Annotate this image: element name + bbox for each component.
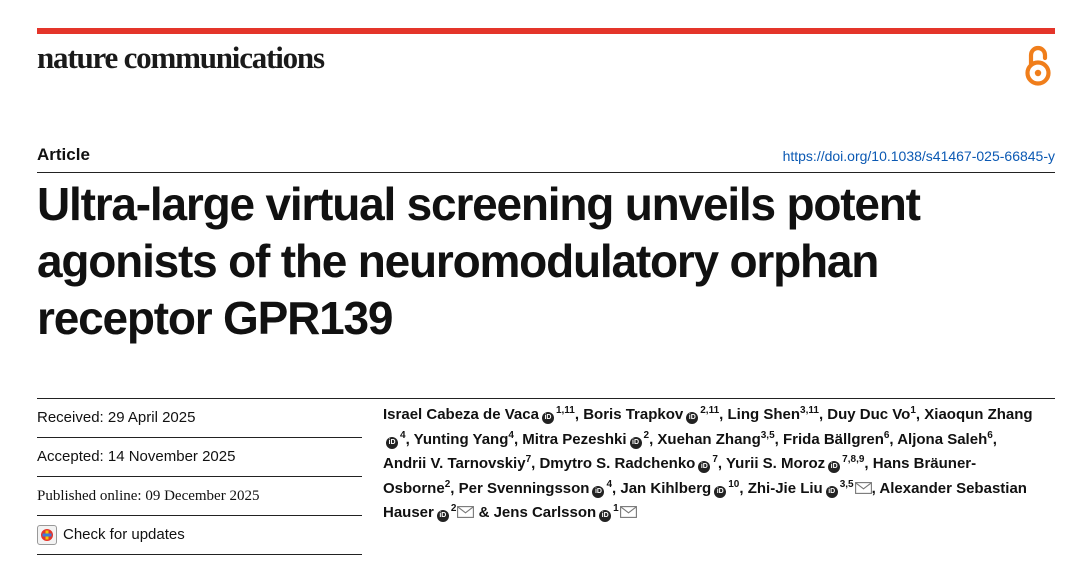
divider bbox=[37, 172, 1055, 173]
author-name[interactable]: Mitra Pezeshki bbox=[522, 430, 627, 448]
author-affiliation: 2,11 bbox=[700, 405, 720, 416]
author-name[interactable]: Hans Bräuner-Osborne bbox=[383, 455, 977, 497]
author-affiliation: 6 bbox=[987, 429, 993, 441]
author-name[interactable]: Jens Carlsson bbox=[493, 504, 597, 521]
author-name[interactable]: Alexander Sebastian Hauser bbox=[383, 479, 1027, 521]
article-type-label: Article bbox=[37, 145, 90, 164]
author-name[interactable]: Per Svenningsson bbox=[458, 479, 590, 497]
author-name[interactable]: Frida Bällgren bbox=[783, 430, 884, 448]
author-affiliation: 3,5 bbox=[760, 429, 775, 441]
author-affiliation: 4 bbox=[400, 429, 406, 441]
envelope-icon[interactable] bbox=[620, 506, 637, 518]
author-affiliation: 2 bbox=[643, 429, 650, 441]
check-for-updates-label: Check for updates bbox=[63, 526, 185, 543]
check-for-updates-button[interactable] bbox=[37, 516, 362, 555]
author-affiliation: 4 bbox=[606, 478, 613, 490]
article-dates bbox=[37, 399, 362, 555]
orcid-icon[interactable]: iD bbox=[698, 461, 710, 473]
author-name[interactable]: Aljona Saleh bbox=[897, 430, 988, 448]
author-affiliation: 10 bbox=[728, 478, 740, 490]
orcid-icon[interactable]: iD bbox=[599, 510, 611, 522]
author-name[interactable]: Duy Duc Vo bbox=[827, 406, 911, 423]
journal-name: nature communications bbox=[37, 40, 324, 75]
author-affiliation: 1,11 bbox=[555, 405, 575, 416]
author-affiliation: 1 bbox=[910, 405, 916, 416]
published-date: Published online: 09 December 2025 bbox=[37, 477, 362, 516]
author-list: Israel Cabeza de Vaca iD$^{1,11}$, Boris Trapkov iD$^{2,11}$, Ling Shen$^{3,11}$, Duy Duc Vo$^1$, Xiaoqun ZhangiD$^4$, Yunting Yang$^4$, Mitra Pezeshki $iD^2$, Xuehan Zhang$^{3,5}$, Frida Bällgren$^6$, Aljona Saleh$^6$, Andrii V. Tarnovskiy$^7$, Dmytro S. Radchenko $iD^7$, Yurii S. Moroz iD$^{7,8,9}$, Hans Bräuner-Osborne$^2$, Per Svenningsson $iD^4$, Jan Kihlberg $iD^{10}$, Zhi-Jie Liu iD$^{3,5}$ , Alexander Sebastian Hauser $iD^2$ & Jens Carlsson $iD^1$ bbox=[383, 405, 1033, 521]
envelope-icon[interactable] bbox=[855, 482, 872, 494]
orcid-icon[interactable]: iD bbox=[437, 510, 449, 522]
author-affiliation: 7 bbox=[712, 454, 718, 465]
author-affiliation: 7 bbox=[525, 454, 532, 465]
crossmark-icon bbox=[37, 525, 57, 545]
author-affiliation: 1 bbox=[613, 503, 619, 514]
author-affiliation: 3,5 bbox=[839, 478, 854, 490]
author-name[interactable]: Yurii S. Moroz bbox=[725, 455, 826, 472]
author-affiliation: 6 bbox=[883, 429, 890, 441]
doi-link[interactable]: https://doi.org/10.1038/s41467-025-66845-y bbox=[782, 148, 1055, 164]
envelope-icon[interactable] bbox=[457, 506, 474, 518]
author-name[interactable]: Jan Kihlberg bbox=[620, 479, 712, 497]
author-name[interactable]: Boris Trapkov bbox=[583, 406, 684, 423]
orcid-icon[interactable]: iD bbox=[542, 412, 554, 424]
orcid-icon[interactable]: iD bbox=[592, 486, 604, 498]
author-affiliation: 2 bbox=[444, 478, 451, 490]
author-name[interactable]: Zhi-Jie Liu bbox=[747, 479, 823, 497]
orcid-icon[interactable]: iD bbox=[630, 437, 642, 449]
orcid-icon[interactable]: iD bbox=[714, 486, 726, 498]
orcid-icon[interactable]: iD bbox=[386, 437, 398, 449]
article-title: Ultra-large virtual screening unveils potent agonists of the neuromodulatory orphan receptor GPR139 bbox=[37, 178, 920, 344]
received-date: Received: 29 April 2025 bbox=[37, 399, 362, 438]
journal-accent-bar bbox=[37, 28, 1055, 34]
author-affiliation: 3,11 bbox=[800, 405, 819, 416]
orcid-icon[interactable]: iD bbox=[828, 461, 840, 473]
author-name[interactable]: Xuehan Zhang bbox=[657, 430, 761, 448]
accepted-date: Accepted: 14 November 2025 bbox=[37, 438, 362, 477]
author-name[interactable]: Israel Cabeza de Vaca bbox=[383, 406, 539, 423]
author-name[interactable]: Yunting Yang bbox=[413, 430, 509, 448]
author-name[interactable]: Xiaoqun Zhang bbox=[924, 406, 1033, 423]
author-affiliation: 4 bbox=[508, 429, 514, 441]
author-name[interactable]: Ling Shen bbox=[727, 406, 801, 423]
author-name[interactable]: Andrii V. Tarnovskiy bbox=[383, 455, 526, 472]
orcid-icon[interactable]: iD bbox=[826, 486, 838, 498]
author-affiliation: 7,8,9 bbox=[842, 454, 865, 465]
open-access-lock-icon bbox=[1023, 43, 1053, 87]
author-name[interactable]: Dmytro S. Radchenko bbox=[539, 455, 696, 472]
orcid-icon[interactable]: iD bbox=[686, 412, 698, 424]
author-affiliation: 2 bbox=[450, 503, 457, 514]
